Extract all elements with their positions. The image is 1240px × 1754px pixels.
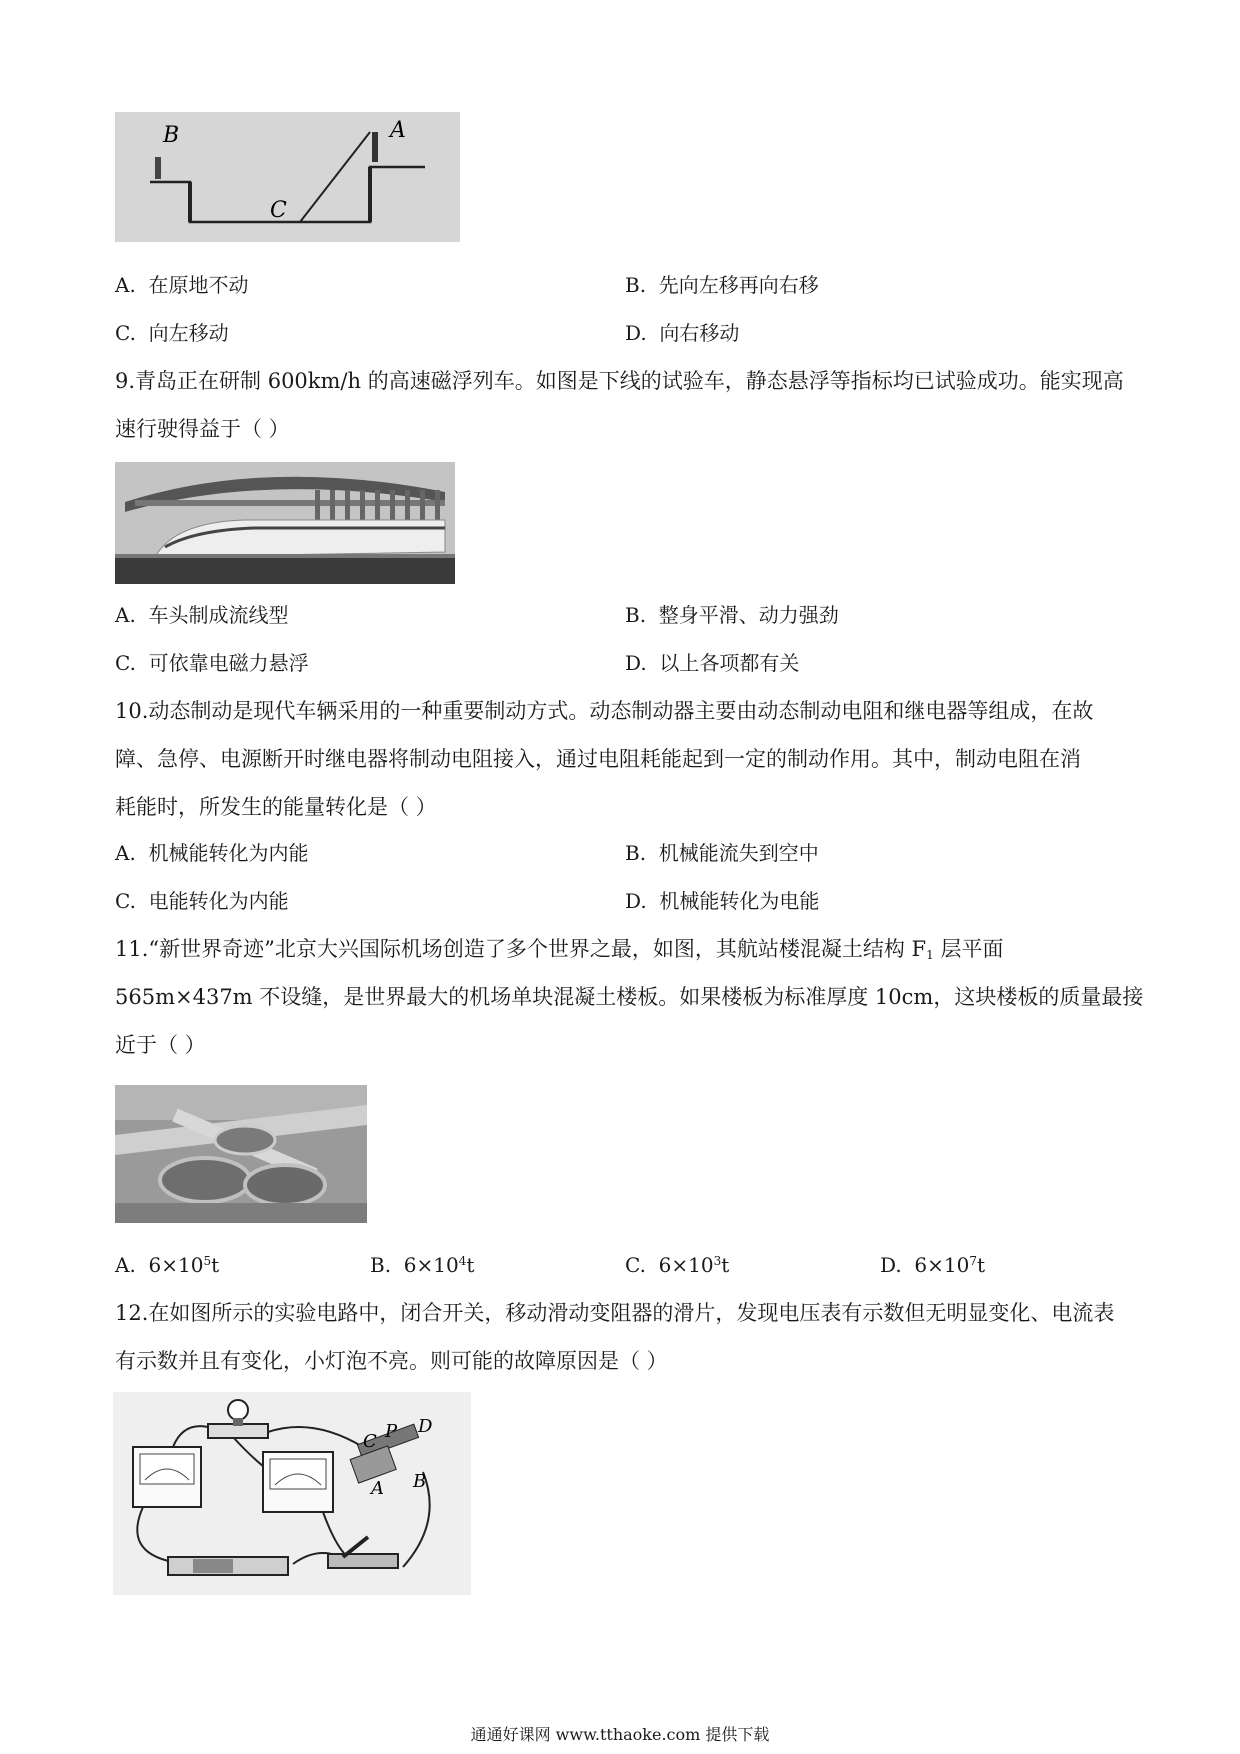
q11-stem-pre: 11.“新世界奇迹”北京大兴国际机场创造了多个世界之最，如图，其航站楼混凝土结构 F — [115, 937, 927, 961]
option-text: 在原地不动 — [148, 273, 249, 297]
page-footer: 通通好课网 www.tthaoke.com 提供下载 — [470, 1725, 770, 1744]
q8-option-d[interactable] — [625, 320, 739, 346]
option-text: 机械能转化为内能 — [148, 841, 309, 865]
option-letter: B. — [370, 1253, 392, 1277]
q12-stem-line2: 有示数并且有变化，小灯泡不亮。则可能的故障原因是（ ） — [115, 1349, 668, 1373]
option-letter: C. — [115, 889, 136, 913]
q12-label-p: P — [385, 1421, 398, 1442]
option-letter: A. — [115, 1253, 136, 1277]
q11-stem-line1 — [115, 936, 1003, 962]
q9-figure — [115, 462, 455, 584]
option-letter: C. — [115, 321, 136, 345]
q12-label-d: D — [418, 1416, 433, 1437]
option-unit: t — [466, 1253, 475, 1277]
option-text: 向左移动 — [148, 321, 229, 345]
q8-figure — [115, 112, 460, 242]
q10-option-d[interactable] — [625, 888, 819, 914]
q8-label-b: B — [163, 123, 180, 148]
option-unit: t — [721, 1253, 730, 1277]
q11-airport-drawing — [115, 1085, 367, 1223]
q9-option-b[interactable] — [625, 602, 839, 628]
q8-option-a[interactable] — [115, 272, 249, 298]
option-unit: t — [211, 1253, 220, 1277]
option-exp: 4 — [458, 1254, 467, 1268]
q12-figure — [113, 1392, 471, 1595]
q12-stem-line1: 12.在如图所示的实验电路中，闭合开关，移动滑动变阻器的滑片，发现电压表有示数但无明显变化、电流表 — [115, 1301, 1115, 1325]
q8-option-c[interactable] — [115, 320, 229, 346]
q10-stem-line1: 10.动态制动是现代车辆采用的一种重要制动方式。动态制动器主要由动态制动电阻和继电器等组成，在故 — [115, 699, 1094, 723]
q8-option-b[interactable] — [625, 272, 819, 298]
option-text: 机械能流失到空中 — [658, 841, 819, 865]
option-exp: 7 — [969, 1254, 977, 1268]
q12-circuit-drawing — [113, 1392, 471, 1595]
q10-stem-line2: 障、急停、电源断开时继电器将制动电阻接入，通过电阻耗能起到一定的制动作用。其中，制动电阻在消 — [115, 747, 1081, 771]
option-base: 6×10 — [914, 1253, 970, 1277]
option-unit: t — [976, 1253, 986, 1277]
option-text: 以上各项都有关 — [659, 651, 800, 675]
option-letter: A. — [115, 841, 136, 865]
q12-label-b: B — [413, 1471, 427, 1492]
q9-option-d[interactable] — [625, 650, 799, 676]
q11-stem-line3: 近于（ ） — [115, 1033, 206, 1057]
q11-option-b[interactable] — [370, 1252, 474, 1278]
q8-label-c: C — [270, 198, 287, 223]
option-letter: B. — [625, 273, 647, 297]
q9-option-a[interactable] — [115, 602, 289, 628]
option-letter: D. — [625, 651, 647, 675]
option-letter: A. — [115, 273, 136, 297]
option-letter: B. — [625, 841, 647, 865]
q9-option-c[interactable] — [115, 650, 309, 676]
option-letter: D. — [625, 321, 647, 345]
q11-option-a[interactable] — [115, 1252, 219, 1278]
option-text: 车头制成流线型 — [148, 603, 289, 627]
option-letter: C. — [115, 651, 136, 675]
q8-figure-drawing — [115, 112, 460, 242]
q9-stem-line2: 速行驶得益于（ ） — [115, 417, 290, 441]
option-letter: A. — [115, 603, 136, 627]
option-text: 可依靠电磁力悬浮 — [148, 651, 309, 675]
q11-option-c[interactable] — [625, 1252, 729, 1278]
q10-option-c[interactable] — [115, 888, 289, 914]
q10-stem-line3: 耗能时，所发生的能量转化是（ ） — [115, 795, 437, 819]
option-text: 向右移动 — [659, 321, 740, 345]
q9-train-drawing — [115, 462, 455, 584]
option-exp: 3 — [713, 1254, 722, 1268]
option-text: 电能转化为内能 — [148, 889, 289, 913]
q11-stem-line2: 565m×437m 不设缝，是世界最大的机场单块混凝土楼板。如果楼板为标准厚度 10cm，这块楼板的质量最接 — [115, 985, 1144, 1009]
option-letter: C. — [625, 1253, 646, 1277]
option-text: 机械能转化为电能 — [659, 889, 820, 913]
option-base: 6×10 — [403, 1253, 459, 1277]
q10-option-a[interactable] — [115, 840, 309, 866]
q11-stem-post: 层平面 — [933, 937, 1004, 961]
q11-figure — [115, 1085, 367, 1223]
q11-stem-sub: 1 — [926, 948, 934, 962]
option-letter: D. — [880, 1253, 902, 1277]
q8-label-a: A — [390, 118, 406, 143]
q9-stem-line1: 9.青岛正在研制 600km/h 的高速磁浮列车。如图是下线的试验车，静态悬浮等指标均已试验成功。能实现高 — [115, 369, 1124, 393]
option-base: 6×10 — [148, 1253, 204, 1277]
option-text: 整身平滑、动力强劲 — [658, 603, 839, 627]
q11-option-d[interactable] — [880, 1252, 985, 1278]
q10-option-b[interactable] — [625, 840, 819, 866]
option-base: 6×10 — [658, 1253, 714, 1277]
option-exp: 5 — [203, 1254, 212, 1268]
option-letter: B. — [625, 603, 647, 627]
option-letter: D. — [625, 889, 647, 913]
q12-label-a: A — [371, 1478, 384, 1499]
option-text: 先向左移再向右移 — [658, 273, 819, 297]
q12-label-c: C — [363, 1431, 377, 1452]
